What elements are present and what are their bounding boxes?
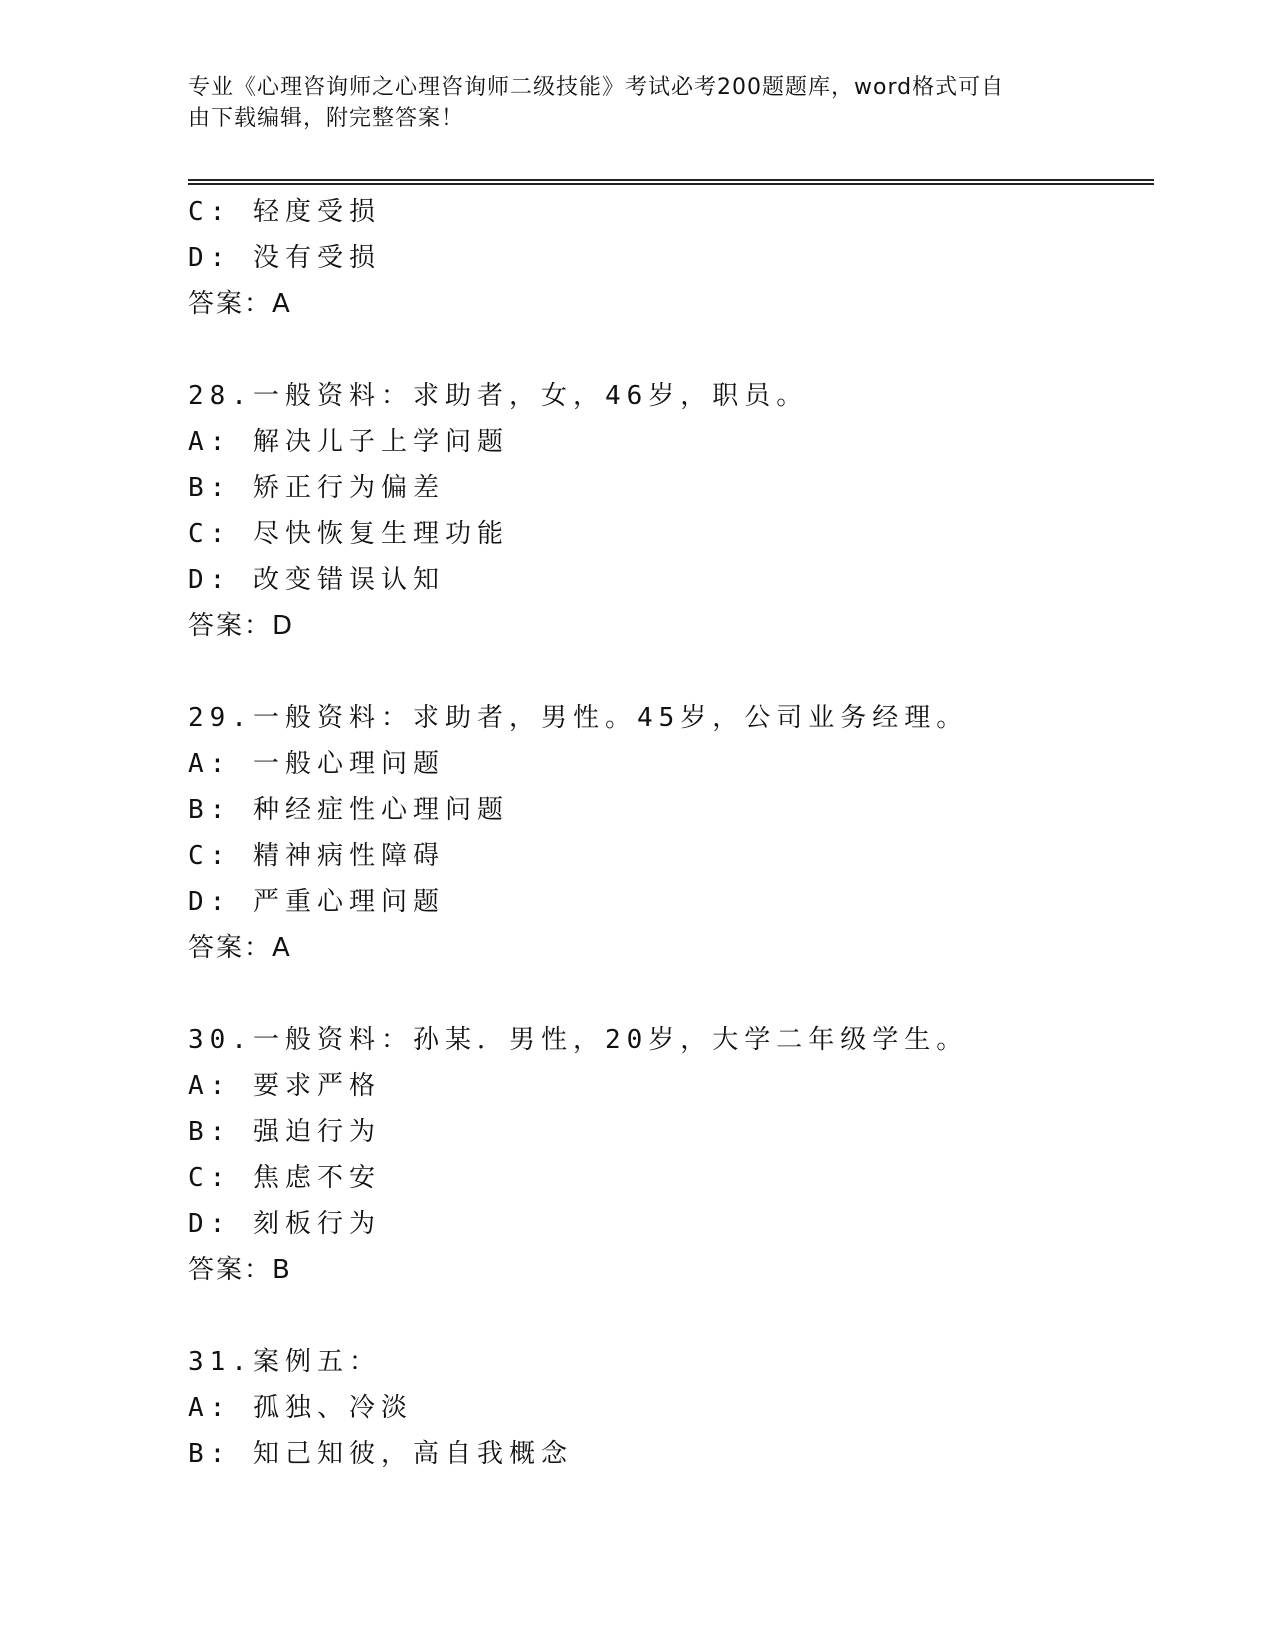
option-c: C: 尽快恢复生理功能: [188, 519, 509, 549]
header-divider-bottom: [188, 183, 1154, 185]
question-list: [188, 189, 1148, 1477]
option-d: D: 严重心理问题: [188, 887, 445, 917]
option-d: D: 改变错误认知: [188, 565, 445, 595]
option-b: B: 强迫行为: [188, 1117, 381, 1147]
option-a: A: 要求严格: [188, 1071, 381, 1101]
spacer: [188, 649, 1148, 695]
option-a: A: 孤独、冷淡: [188, 1393, 413, 1423]
option-d: D: 没有受损: [188, 243, 381, 273]
option-a: A: 一般心理问题: [188, 749, 445, 779]
question-stem: 28.一般资料：求助者，女，46岁，职员。: [188, 381, 809, 411]
header-divider-top: [188, 179, 1154, 181]
question-31: [188, 1339, 1148, 1477]
spacer: [188, 1293, 1148, 1339]
header-line-2: 由下载编辑，附完整答案！: [188, 106, 465, 131]
option-b: B: 种经症性心理问题: [188, 795, 509, 825]
answer-line: 答案：D: [188, 611, 295, 641]
question-30: [188, 1017, 1148, 1293]
question-stem: 31.案例五：: [188, 1347, 381, 1377]
spacer: [188, 971, 1148, 1017]
answer-line: 答案：A: [188, 289, 292, 319]
question-28: [188, 373, 1148, 649]
option-b: B: 矫正行为偏差: [188, 473, 445, 503]
document-header: [188, 72, 1068, 134]
option-a: A: 解决儿子上学问题: [188, 427, 509, 457]
option-b: B: 知己知彼，高自我概念: [188, 1439, 573, 1469]
option-c: C: 焦虑不安: [188, 1163, 381, 1193]
option-c: C: 精神病性障碍: [188, 841, 445, 871]
option-d: D: 刻板行为: [188, 1209, 381, 1239]
question-stem: 29.一般资料：求助者，男性。45岁，公司业务经理。: [188, 703, 969, 733]
answer-line: 答案：B: [188, 1255, 292, 1285]
answer-line: 答案：A: [188, 933, 292, 963]
question-stem: 30.一般资料：孙某．男性，20岁，大学二年级学生。: [188, 1025, 969, 1055]
question-29: [188, 695, 1148, 971]
header-line-1: 专业《心理咨询师之心理咨询师二级技能》考试必考200题题库，word格式可自: [188, 75, 1005, 100]
question-27-continuation: [188, 189, 1148, 327]
spacer: [188, 327, 1148, 373]
option-c: C: 轻度受损: [188, 197, 381, 227]
